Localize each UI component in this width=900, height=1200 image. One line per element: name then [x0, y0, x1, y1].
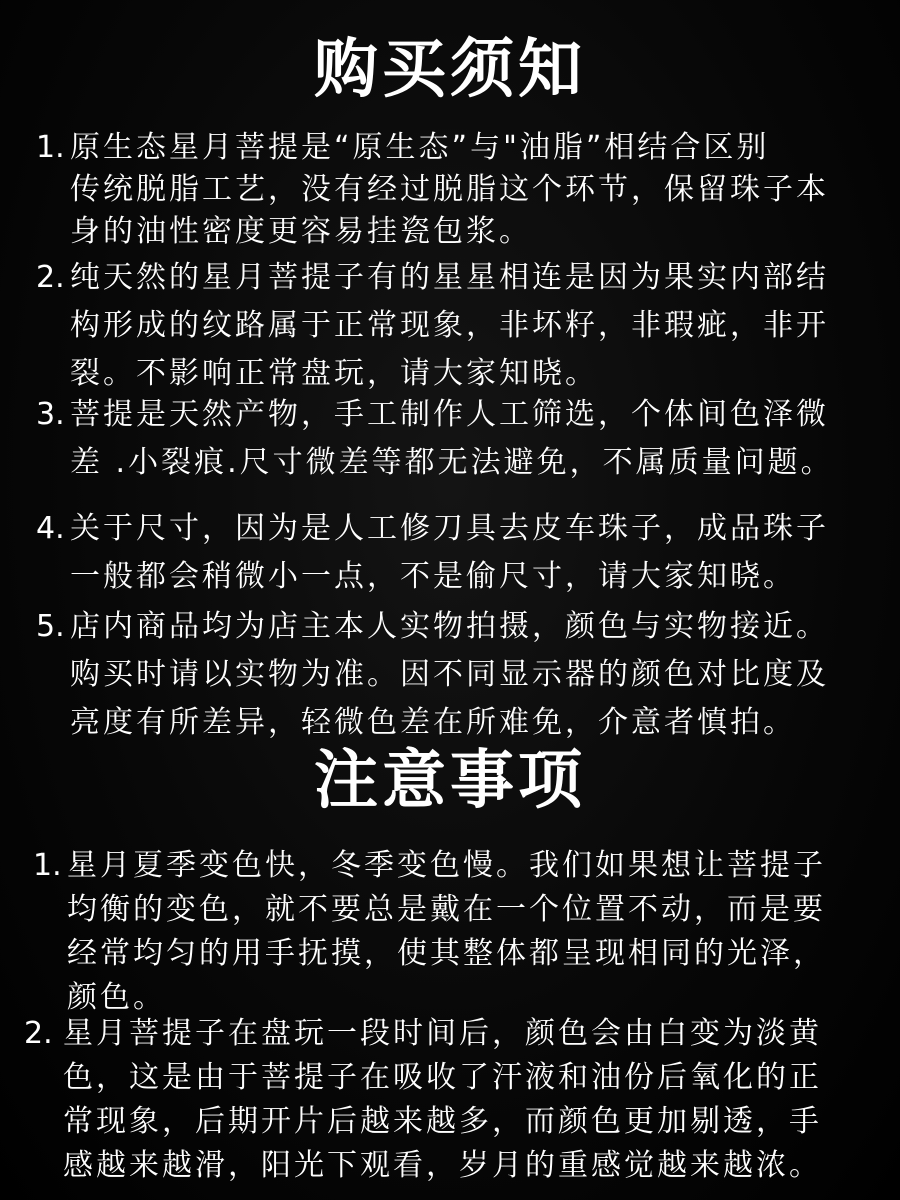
purchase-notice-item-text-line: 构形成的纹路属于正常现象，非坏籽，非瑕疵，非开 [70, 308, 829, 343]
purchase-notice-title: 购买须知 [314, 33, 586, 107]
purchase-notice-item-text-line: 差 .小裂痕.尺寸微差等都无法避免，不属质量问题。 [70, 445, 834, 480]
precaution-item-text-line: 均衡的变色，就不要总是戴在一个位置不动，而是要 [67, 892, 826, 927]
purchase-notice-item-text-line: 购买时请以实物为准。因不同显示器的颜色对比度及 [70, 657, 829, 692]
precaution-item-text-line: 色，这是由于菩提子在吸收了汗液和油份后氧化的正 [63, 1060, 822, 1095]
precaution-item-text-line: 常现象，后期开片后越来越多，而颜色更加剔透，手 [63, 1104, 822, 1139]
precaution-item-text-line: 星月夏季变色快，冬季变色慢。我们如果想让菩提子 [67, 848, 826, 883]
purchase-notice-item-text-line: 纯天然的星月菩提子有的星星相连是因为果实内部结 [70, 260, 829, 295]
purchase-notice-item-number: 1. [36, 130, 65, 165]
purchase-notice-item-number: 3. [36, 397, 65, 432]
purchase-notice-item-text-line: 关于尺寸，因为是人工修刀具去皮车珠子，成品珠子 [70, 511, 829, 546]
purchase-notice-item-number: 2. [36, 260, 65, 295]
precaution-item-number: 2. [24, 1016, 53, 1051]
precaution-item-text-line: 感越来越滑，阳光下观看，岁月的重感觉越来越浓。 [63, 1148, 822, 1183]
purchase-notice-item-text-line: 身的油性密度更容易挂瓷包浆。 [70, 214, 532, 249]
purchase-notice-item-text-line: 原生态星月菩提是“原生态”与"油脂”相结合区别 [70, 130, 770, 165]
purchase-notice-item-text-line: 传统脱脂工艺，没有经过脱脂这个环节，保留珠子本 [70, 172, 829, 207]
purchase-notice-item-text-line: 一般都会稍微小一点，不是偷尺寸，请大家知晓。 [70, 559, 796, 594]
purchase-notice-item-text-line: 菩提是天然产物，手工制作人工筛选，个体间色泽微 [70, 397, 829, 432]
precautions-title: 注意事项 [314, 744, 586, 818]
purchase-notice-item-number: 4. [36, 511, 65, 546]
precaution-item-text-line: 星月菩提子在盘玩一段时间后，颜色会由白变为淡黄 [63, 1016, 822, 1051]
precaution-item-text-line: 颜色。 [67, 980, 166, 1015]
purchase-notice-item-number: 5. [36, 609, 65, 644]
precaution-item-text-line: 经常均匀的用手抚摸，使其整体都呈现相同的光泽， [67, 936, 826, 971]
precaution-item-number: 1. [33, 848, 62, 883]
purchase-notice-item-text-line: 亮度有所差异，轻微色差在所难免，介意者慎拍。 [70, 705, 796, 740]
purchase-notice-item-text-line: 裂。不影响正常盘玩，请大家知晓。 [70, 356, 598, 391]
purchase-notice-item-text-line: 店内商品均为店主本人实物拍摄，颜色与实物接近。 [70, 609, 829, 644]
